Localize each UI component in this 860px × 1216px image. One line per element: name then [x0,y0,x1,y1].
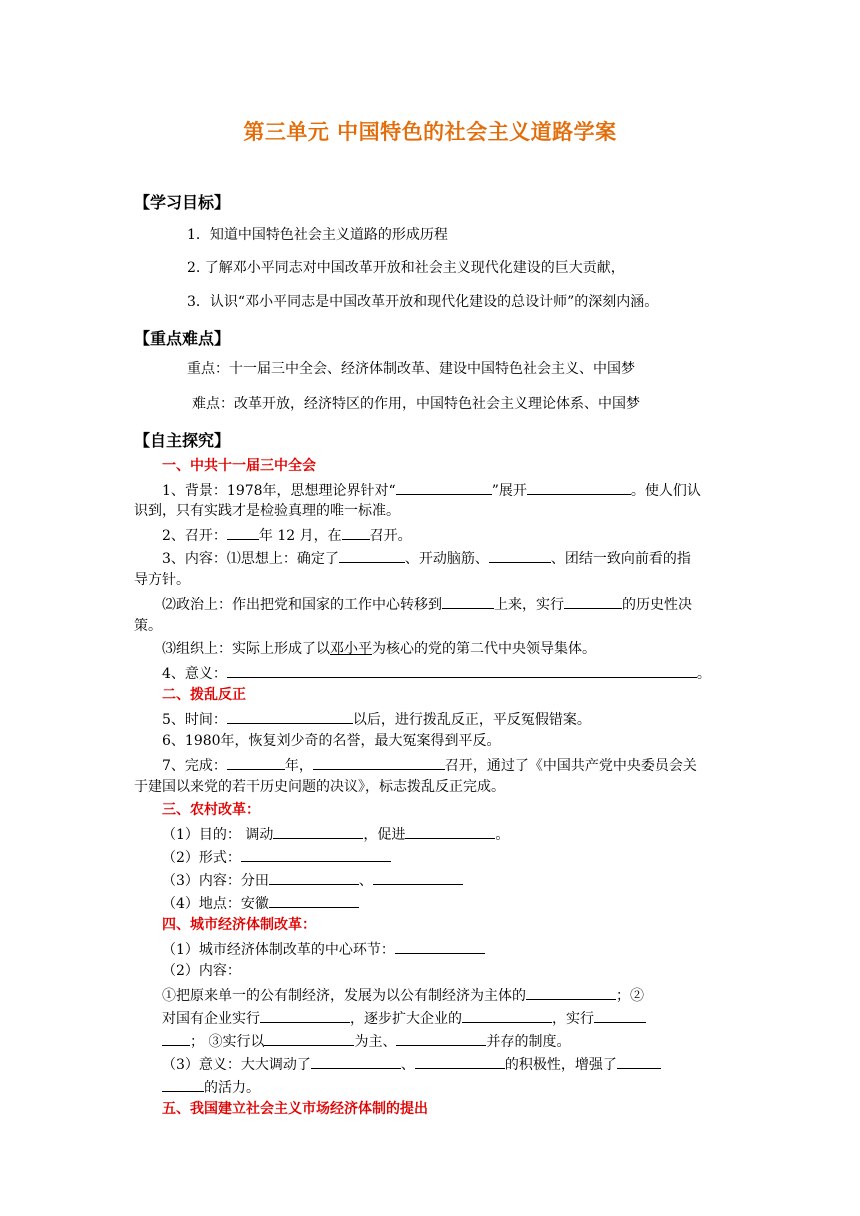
blank[interactable] [273,824,363,839]
part3-title: 三、农村改革： [162,802,260,818]
explore-heading: 【自主探究】 [134,431,231,450]
blank[interactable] [162,1031,190,1046]
blank[interactable] [442,594,494,609]
blank[interactable] [489,548,551,563]
part2-line3-cont: 于建国以来党的若干历史问题的决议》，标志拨乱反正完成。 [134,779,505,795]
part5-title: 五、我国建立社会主义市场经济体制的提出 [162,1101,428,1117]
blank[interactable] [264,1031,354,1046]
part2-title: 二、拨乱反正 [162,687,246,703]
part1-line1-cont: 识到，只有实践才是检验真理的唯一标准。 [134,503,400,519]
blank[interactable] [396,1031,486,1046]
blank[interactable] [462,1008,552,1023]
blank[interactable] [373,870,463,885]
page-title: 第三单元 中国特色的社会主义道路学案 [243,120,617,144]
blank[interactable] [617,1054,661,1069]
blank[interactable] [313,755,445,770]
blank[interactable] [526,985,616,1000]
part1-line1: 1、背景：1978年，思想理论界针对“ ”展开 。使人们认 [162,480,701,500]
blank[interactable] [162,1077,204,1092]
blank[interactable] [395,939,485,954]
part3-line3: （3）内容：分田 、 [162,870,463,890]
blank[interactable] [415,1054,505,1069]
blank[interactable] [269,893,359,908]
part4-line3: ①把原来单一的公有制经济，发展为以公有制经济为主体的 ；② [162,985,644,1005]
blank[interactable] [227,709,353,724]
part4-line5: ； ③实行以 为主、 并存的制度。 [162,1031,570,1051]
difficulty-text: 难点：改革开放，经济特区的作用，中国特色社会主义理论体系、中国梦 [192,396,640,412]
blank[interactable] [527,480,631,495]
blank[interactable] [311,1054,401,1069]
blank[interactable] [227,525,259,540]
part1-line2: 2、召开： 年 12 月，在 召开。 [162,525,412,545]
part4-line4: 对国有企业实行 ，逐步扩大企业的 ，实行 [162,1008,646,1028]
part1-line5: ⑶组织上：实际上形成了以邓小平为核心的党的第二代中央领导集体。 [162,641,596,657]
focus-text: 重点：十一届三中全会、经济体制改革、建设中国特色社会主义、中国梦 [187,361,635,377]
part4-line7: 的活力。 [162,1077,260,1097]
goal-item-1: 1．知道中国特色社会主义道路的形成历程 [187,227,448,243]
blank[interactable] [339,548,405,563]
blank[interactable] [227,755,285,770]
part2-line1: 5、时间： 以后，进行拨乱反正，平反冤假错案。 [162,709,591,729]
blank[interactable] [396,480,492,495]
part4-line6: （3）意义：大大调动了 、 的积极性，增强了 [162,1054,661,1074]
blank[interactable] [342,525,370,540]
part2-line2: 6、1980年，恢复刘少奇的名誉，最大冤案得到平反。 [162,733,501,749]
part1-title: 一、中共十一届三中全会 [162,458,316,474]
part1-line4: ⑵政治上：作出把党和国家的工作中心转移到 上来，实行 的历史性决 [162,594,692,614]
part3-line1: （1）目的： 调动 ，促进 。 [162,824,509,844]
part3-line4: （4）地点：安徽 [162,893,359,913]
blank[interactable] [405,824,495,839]
part2-line3: 7、完成： 年， 召开，通过了《中国共产党中央委员会关 [162,755,697,775]
goal-item-2: 2. 了解邓小平同志对中国改革开放和社会主义现代化建设的巨大贡献， [187,260,625,276]
blank[interactable] [594,1008,646,1023]
goals-heading: 【学习目标】 [134,193,231,212]
part3-line2: （2）形式： [162,847,391,867]
goal-item-3: 3．认识“邓小平同志是中国改革开放和现代化建设的总设计师”的深刻内涵。 [187,294,659,310]
key-heading: 【重点难点】 [134,329,231,348]
part1-line3-cont: 导方针。 [134,572,190,588]
part1-line6: 4、意义： 。 [162,663,711,683]
blank[interactable] [260,1008,350,1023]
blank[interactable] [227,663,697,678]
part4-line1: （1）城市经济体制改革的中心环节： [162,939,485,959]
part4-line2: （2）内容： [162,963,241,979]
part4-title: 四、城市经济体制改革： [162,917,316,933]
part1-line3: 3、内容：⑴思想上：确定了 、开动脑筋、 、团结一致向前看的指 [162,548,691,568]
part1-line4-cont: 策。 [134,618,162,634]
blank[interactable] [269,870,359,885]
blank[interactable] [564,594,622,609]
blank[interactable] [241,847,391,862]
